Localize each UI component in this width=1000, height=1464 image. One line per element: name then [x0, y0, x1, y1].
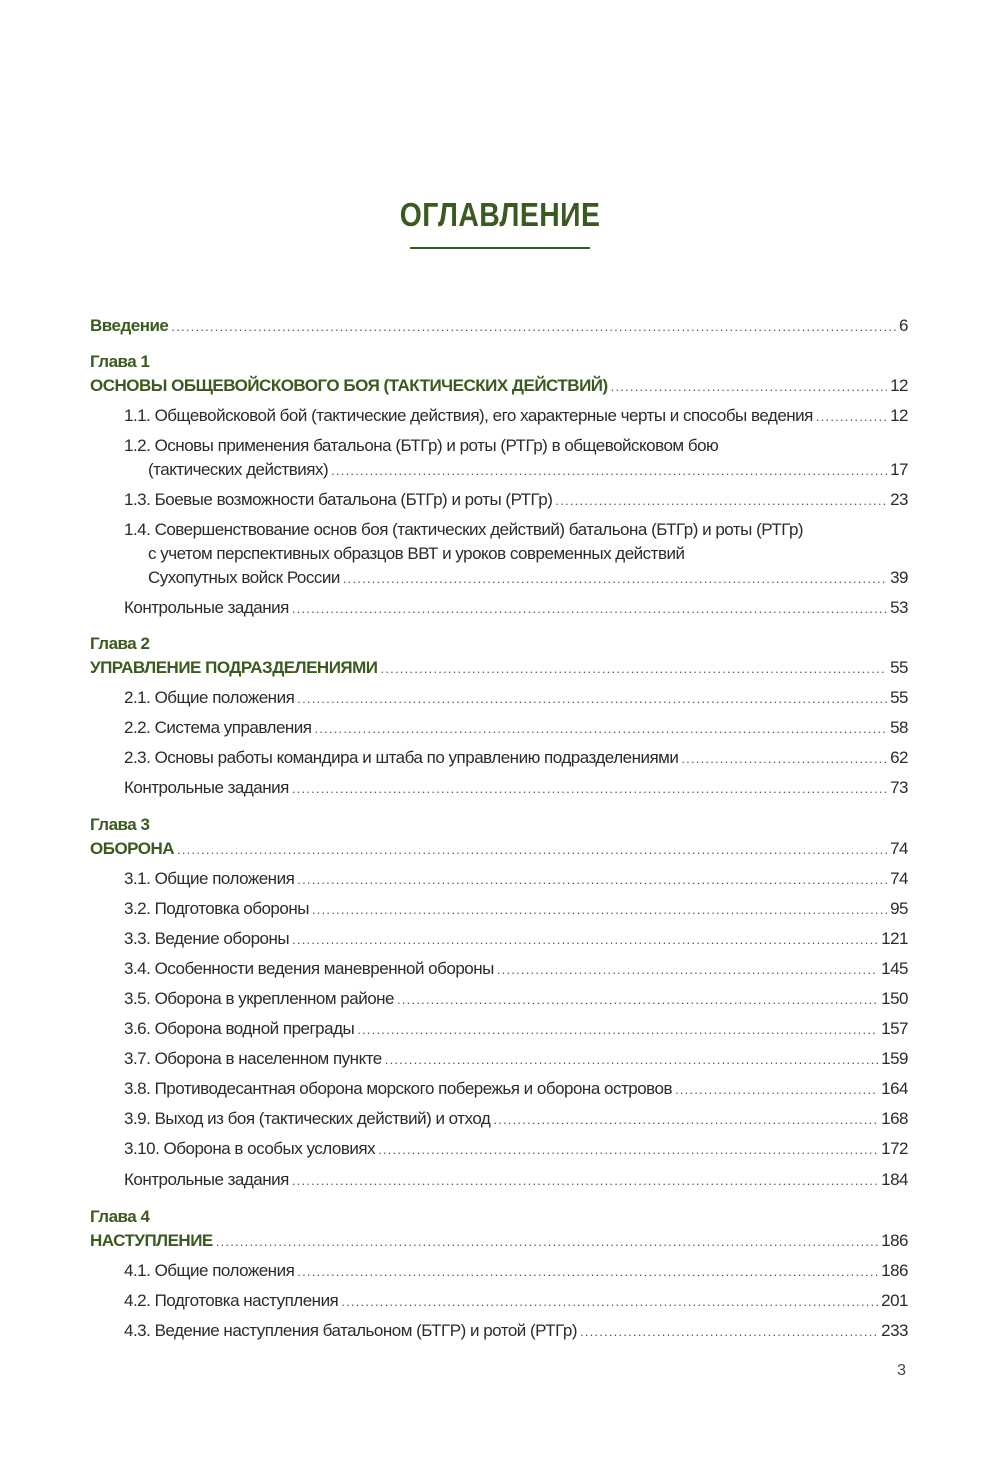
- dot-leader: [343, 567, 887, 591]
- entry-label: 4.3. Ведение наступления батальоном (БТГР) и ротой (РТГр): [124, 1321, 577, 1340]
- toc-entry-2-1[interactable]: [124, 686, 908, 710]
- page-number: 3: [897, 1362, 906, 1379]
- entry-page: 17: [890, 460, 908, 479]
- entry-label: 3.5. Оборона в укрепленном районе: [124, 989, 394, 1008]
- dot-leader: [497, 958, 878, 982]
- entry-label: Сухопутных войск России: [148, 568, 340, 587]
- entry-label: 2.1. Общие положения: [124, 688, 295, 707]
- chapter-heading: Глава 1: [90, 352, 150, 371]
- entry-label: 2.3. Основы работы командира и штаба по управлению подразделениями: [124, 748, 679, 767]
- dot-leader: [315, 717, 888, 741]
- dot-leader: [385, 1048, 878, 1072]
- toc-entry-ch1-tasks[interactable]: [124, 596, 908, 620]
- entry-label: 3.3. Ведение обороны: [124, 929, 290, 948]
- toc-entry-4-2[interactable]: [124, 1289, 908, 1313]
- dot-leader: [297, 1260, 878, 1284]
- entry-label: 3.1. Общие положения: [124, 869, 295, 888]
- entry-page: 157: [881, 1019, 908, 1038]
- entry-page: 58: [890, 718, 908, 737]
- entry-label-line: 1.2. Основы применения батальона (БТГр) и роты (РТГр) в общевойсковом бою: [124, 436, 719, 455]
- entry-page: 201: [881, 1291, 908, 1310]
- entry-page: 121: [881, 929, 908, 948]
- entry-page: 145: [881, 959, 908, 978]
- toc-entry-intro[interactable]: [90, 314, 908, 338]
- dot-leader: [297, 687, 887, 711]
- entry-page: 73: [890, 778, 908, 797]
- dot-leader: [397, 988, 878, 1012]
- entry-label: 3.6. Оборона водной преграды: [124, 1019, 355, 1038]
- dot-leader: [681, 747, 887, 771]
- dot-leader: [292, 777, 887, 801]
- entry-page: 23: [890, 490, 908, 509]
- dot-leader: [378, 1138, 878, 1162]
- entry-page: 184: [881, 1170, 908, 1189]
- toc-entry-ch2-tasks[interactable]: [124, 776, 908, 800]
- toc-entry-1-1[interactable]: [124, 404, 908, 428]
- entry-page: 6: [899, 316, 908, 335]
- dot-leader: [292, 1169, 878, 1193]
- toc-entry-2-2[interactable]: [124, 716, 908, 740]
- toc-entry-chapter-2[interactable]: [90, 656, 908, 680]
- entry-label: 2.2. Система управления: [124, 718, 312, 737]
- entry-page: 74: [890, 869, 908, 888]
- dot-leader: [555, 489, 887, 513]
- entry-label: 3.7. Оборона в населенном пункте: [124, 1049, 382, 1068]
- entry-label: Контрольные задания: [124, 778, 289, 797]
- dot-leader: [331, 459, 887, 483]
- dot-leader: [580, 1320, 878, 1344]
- page-title: ОГЛАВЛЕНИЕ: [399, 196, 601, 233]
- entry-label: 3.9. Выход из боя (тактических действий) и отход: [124, 1109, 491, 1128]
- entry-page: 172: [881, 1139, 908, 1158]
- entry-page: 55: [890, 658, 908, 677]
- entry-page: 186: [881, 1261, 908, 1280]
- entry-page: 164: [881, 1079, 908, 1098]
- dot-leader: [675, 1078, 878, 1102]
- entry-page: 53: [890, 598, 908, 617]
- entry-page: 12: [890, 376, 908, 395]
- entry-label-line: с учетом перспективных образцов ВВТ и уроков современных действий: [148, 544, 685, 563]
- entry-page: 150: [881, 989, 908, 1008]
- entry-label: 3.4. Особенности ведения маневренной обороны: [124, 959, 494, 978]
- entry-label: Контрольные задания: [124, 598, 289, 617]
- chapter-heading: Глава 2: [90, 634, 150, 653]
- entry-label-line: 1.4. Совершенствование основ боя (тактических действий) батальона (БТГр) и роты (РТГр): [124, 520, 804, 539]
- toc-entry-4-3[interactable]: [124, 1319, 908, 1343]
- entry-page: 168: [881, 1109, 908, 1128]
- entry-page: 95: [890, 899, 908, 918]
- toc-entry-3-9[interactable]: [124, 1107, 908, 1131]
- entry-label: 1.1. Общевойсковой бой (тактические действия), его характерные черты и способы ведения: [124, 406, 813, 425]
- entry-label: 4.2. Подготовка наступления: [124, 1291, 339, 1310]
- table-of-contents: [90, 0, 908, 1464]
- toc-entry-ch3-tasks[interactable]: [124, 1168, 908, 1192]
- toc-entry-3-2[interactable]: [124, 897, 908, 921]
- entry-label: 3.2. Подготовка обороны: [124, 899, 309, 918]
- dot-leader: [381, 657, 888, 681]
- dot-leader: [297, 868, 887, 892]
- entry-label: 3.8. Противодесантная оборона морского побережья и оборона островов: [124, 1079, 672, 1098]
- chapter-heading: Глава 4: [90, 1207, 150, 1226]
- toc-entry-3-3[interactable]: [124, 927, 908, 951]
- toc-entry-3-7[interactable]: [124, 1047, 908, 1071]
- dot-leader: [341, 1290, 878, 1314]
- entry-label: Введение: [90, 316, 169, 335]
- dot-leader: [493, 1108, 878, 1132]
- entry-page: 55: [890, 688, 908, 707]
- toc-entry-3-10[interactable]: [124, 1137, 908, 1161]
- entry-label: УПРАВЛЕНИЕ ПОДРАЗДЕЛЕНИЯМИ: [90, 658, 378, 677]
- entry-label: 3.10. Оборона в особых условиях: [124, 1139, 376, 1158]
- toc-entry-1-4[interactable]: [148, 566, 908, 590]
- toc-entry-chapter-4[interactable]: [90, 1229, 908, 1253]
- entry-page: 39: [890, 568, 908, 587]
- dot-leader: [216, 1230, 878, 1254]
- dot-leader: [292, 928, 878, 952]
- dot-leader: [177, 838, 887, 862]
- entry-label: НАСТУПЛЕНИЕ: [90, 1231, 213, 1250]
- entry-page: 186: [881, 1231, 908, 1250]
- toc-entry-3-4[interactable]: [124, 957, 908, 981]
- dot-leader: [357, 1018, 878, 1042]
- entry-page: 233: [881, 1321, 908, 1340]
- entry-label: ОСНОВЫ ОБЩЕВОЙСКОВОГО БОЯ (ТАКТИЧЕСКИХ ДЕЙСТВИЙ): [90, 376, 608, 395]
- toc-entry-chapter-1[interactable]: [90, 374, 908, 398]
- toc-entry-3-5[interactable]: [124, 987, 908, 1011]
- entry-label: ОБОРОНА: [90, 839, 175, 858]
- entry-label: 4.1. Общие положения: [124, 1261, 295, 1280]
- entry-page: 62: [890, 748, 908, 767]
- dot-leader: [816, 405, 887, 429]
- toc-entry-2-3[interactable]: [124, 746, 908, 770]
- toc-entry-3-1[interactable]: [124, 867, 908, 891]
- toc-entry-4-1[interactable]: [124, 1259, 908, 1283]
- entry-page: 12: [890, 406, 908, 425]
- toc-entry-chapter-3[interactable]: [90, 837, 908, 861]
- toc-entry-3-8[interactable]: [124, 1077, 908, 1101]
- chapter-heading: Глава 3: [90, 815, 150, 834]
- toc-entry-3-6[interactable]: [124, 1017, 908, 1041]
- entry-label: Контрольные задания: [124, 1170, 289, 1189]
- entry-page: 159: [881, 1049, 908, 1068]
- dot-leader: [611, 375, 887, 399]
- toc-entry-1-2[interactable]: [148, 458, 908, 482]
- entry-label: 1.3. Боевые возможности батальона (БТГр) и роты (РТГр): [124, 490, 553, 509]
- entry-page: 74: [890, 839, 908, 858]
- dot-leader: [312, 898, 887, 922]
- dot-leader: [292, 597, 887, 621]
- entry-label: (тактических действиях): [148, 460, 329, 479]
- dot-leader: [171, 315, 896, 339]
- toc-entry-1-3[interactable]: [124, 488, 908, 512]
